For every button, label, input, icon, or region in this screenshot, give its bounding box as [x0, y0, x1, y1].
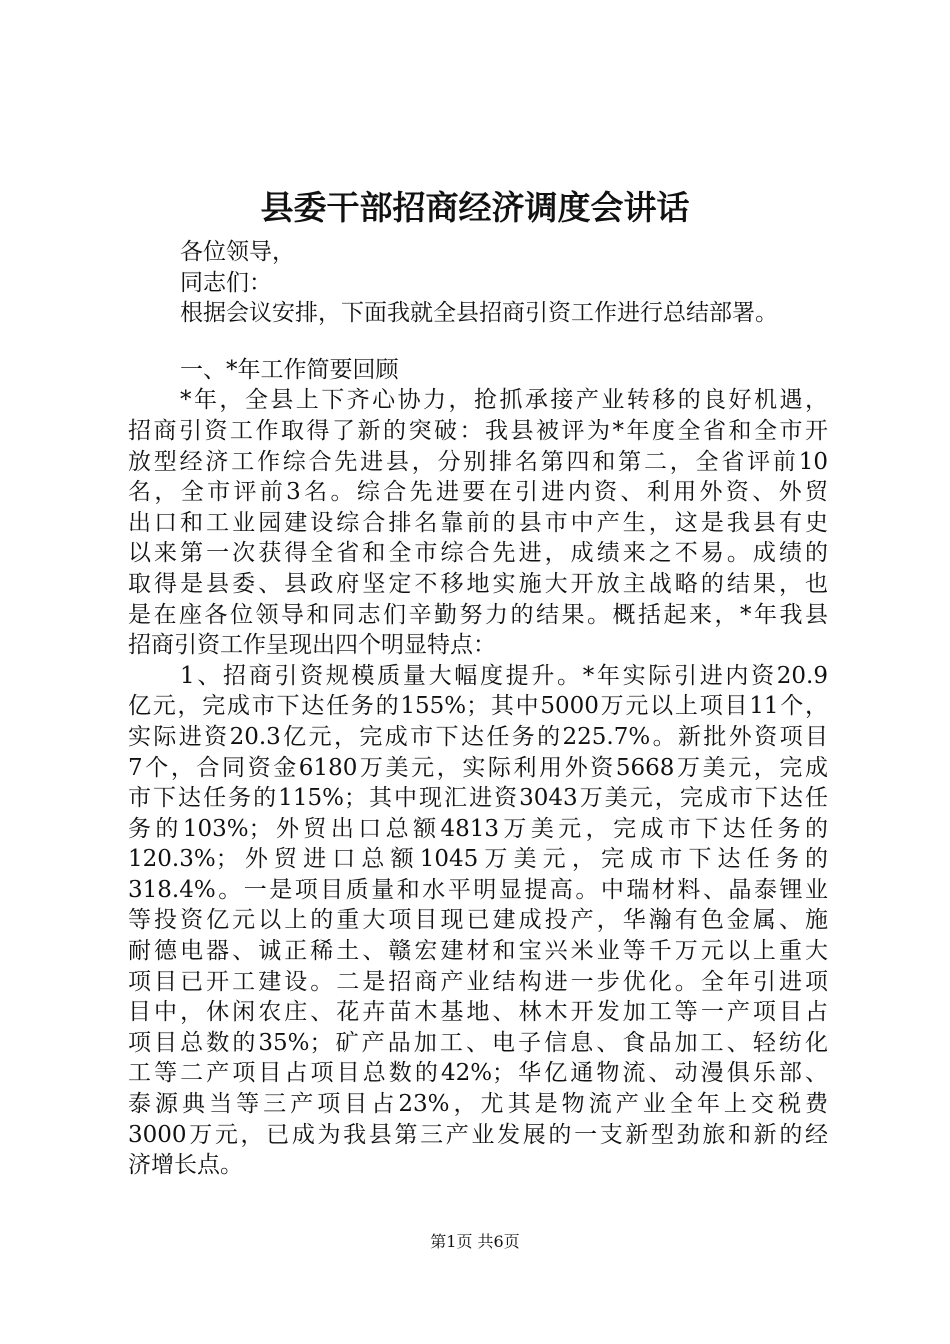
paragraph-review: [128, 385, 828, 660]
paragraph-line: 目中，休闲农庄、花卉苗木基地、林木开发加工等一产项目占: [128, 999, 828, 1026]
paragraph-line: 名，全市评前3名。综合先进要在引进内资、利用外资、外贸: [128, 479, 828, 506]
paragraph-gap: [128, 329, 828, 355]
paragraph-line: 项目已开工建设。二是招商产业结构进一步优化。全年引进项: [128, 968, 828, 995]
page-number-footer: 第1页 共6页: [430, 1232, 520, 1251]
greeting-comrades: 同志们：: [180, 269, 272, 296]
paragraph-line: 放型经济工作综合先进县，分别排名第四和第二，全省评前10: [128, 448, 828, 475]
paragraph-line: 耐德电器、诚正稀土、赣宏建材和宝兴米业等千万元以上重大: [128, 938, 828, 965]
paragraph-line: 120.3%；外贸进口总额1045万美元，完成市下达任务的: [128, 846, 828, 873]
paragraph-line: 市下达任务的115%；其中现汇进资3043万美元，完成市下达任: [128, 785, 828, 812]
paragraph-line: 是在座各位领导和同志们辛勤努力的结果。概括起来，*年我县: [128, 601, 828, 628]
paragraph-line: 务的103%；外贸出口总额4813万美元，完成市下达任务的: [128, 815, 828, 842]
paragraph-line: 取得是县委、县政府坚定不移地实施大开放主战略的结果，也: [128, 570, 828, 597]
paragraph-line: 济增长点。: [128, 1152, 243, 1179]
paragraph-line: 1、招商引资规模质量大幅度提升。*年实际引进内资20.9: [180, 662, 828, 689]
paragraph-line: 出口和工业园建设综合排名靠前的县市中产生，这是我县有史: [128, 509, 828, 536]
paragraph-point-1: [128, 661, 828, 1181]
section-heading: 一、*年工作简要回顾: [180, 356, 399, 383]
paragraph-line: 泰源典当等三产项目占23%，尤其是物流产业全年上交税费: [128, 1091, 828, 1118]
document-title: 县委干部招商经济调度会讲话: [260, 188, 690, 227]
paragraph-line: 等投资亿元以上的重大项目现已建成投产，华瀚有色金属、施: [128, 907, 828, 934]
paragraph-line: 工等二产项目占项目总数的42%；华亿通物流、动漫俱乐部、: [128, 1060, 828, 1087]
paragraph-line: 3000万元，已成为我县第三产业发展的一支新型劲旅和新的经: [128, 1121, 828, 1148]
paragraph-line: 实际进资20.3亿元，完成市下达任务的225.7%。新批外资项目: [128, 723, 828, 750]
paragraph-line: 亿元，完成市下达任务的155%；其中5000万元以上项目11个，: [128, 693, 828, 720]
document-body: [128, 237, 828, 1181]
paragraph-line: 招商引资工作呈现出四个明显特点：: [128, 632, 496, 659]
paragraph-line: 项目总数的35%；矿产品加工、电子信息、食品加工、轻纺化: [128, 1029, 828, 1056]
paragraph-line: 7个，合同资金6180万美元，实际利用外资5668万美元，完成: [128, 754, 828, 781]
greeting-leaders: 各位领导，: [180, 239, 295, 265]
paragraph-line: *年，全县上下齐心协力，抢抓承接产业转移的良好机遇，: [180, 387, 828, 414]
paragraph-line: 318.4%。一是项目质量和水平明显提高。中瑞材料、晶泰锂业: [128, 876, 828, 903]
paragraph-line: 招商引资工作取得了新的突破：我县被评为*年度全省和全市开: [128, 417, 828, 444]
intro-paragraph: 根据会议安排，下面我就全县招商引资工作进行总结部署。: [180, 300, 778, 327]
paragraph-line: 以来第一次获得全省和全市综合先进，成绩来之不易。成绩的: [128, 540, 828, 567]
